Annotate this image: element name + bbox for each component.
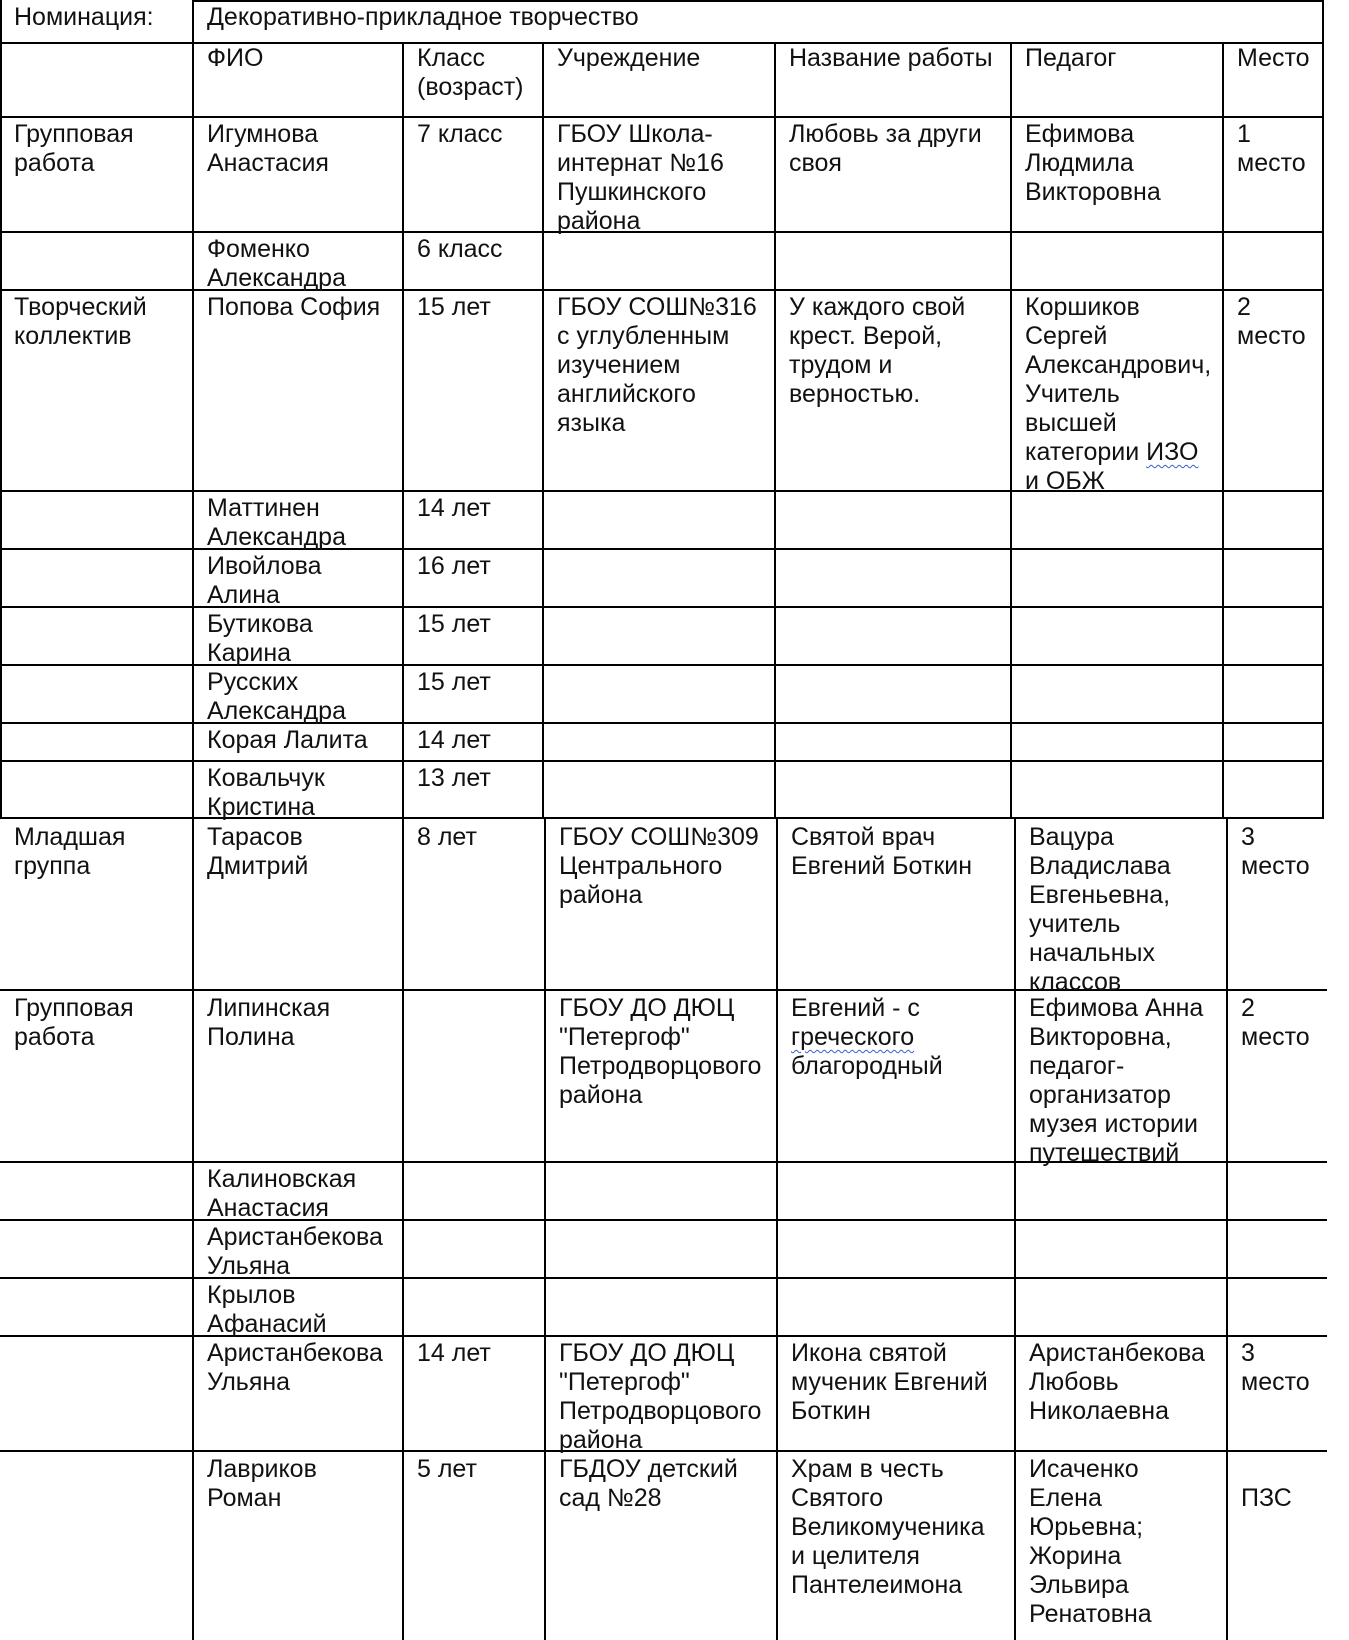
place-cell: 2 место [1237, 293, 1306, 350]
name-cell: Ковальчук Кристина [207, 764, 325, 821]
work-title-cell: Икона святой мученик Евгений Боткин [791, 1339, 988, 1425]
age-cell: 13 лет [417, 764, 491, 792]
name-cell: Маттинен Александра [207, 494, 346, 551]
teacher-cell: Ефимова Людмила Викторовна [1025, 120, 1161, 206]
age-cell: 16 лет [417, 552, 491, 580]
institution-cell: ГБОУ Школа- интернат №16 Пушкинского района [557, 120, 724, 235]
work-title-cell [791, 994, 943, 1081]
name-cell: Лавриков Роман [207, 1455, 317, 1512]
row-divider [0, 1219, 1327, 1221]
column-divider [1226, 819, 1228, 1640]
institution-cell: ГБОУ СОШ№316 с углубленным изучением английского языка [557, 293, 757, 437]
column-header-teacher: Педагог [1025, 44, 1117, 72]
column-header-work: Название работы [789, 44, 993, 72]
category-cell: Групповая работа [14, 120, 134, 177]
teacher-cell: Ефимова Анна Викторовна, педагог- организатор музея истории путешествий [1029, 994, 1204, 1167]
row-divider [0, 664, 1324, 666]
place-cell: 1 место [1237, 120, 1306, 177]
name-cell: Крылов Афанасий [207, 1281, 327, 1338]
column-header-institution: Учреждение [557, 44, 701, 72]
column-divider [192, 819, 194, 1640]
row-divider [0, 722, 1324, 724]
name-cell: Фоменко Александра [207, 235, 346, 292]
spellcheck-flagged-word: ИЗО [1146, 438, 1199, 466]
column-divider [1014, 819, 1016, 1640]
column-divider [544, 819, 546, 1640]
work-title-cell: У каждого свой крест. Верой, трудом и верностью. [789, 293, 966, 408]
age-cell: 7 класс [417, 120, 503, 148]
name-cell: Аристанбекова Ульяна [207, 1339, 383, 1396]
column-divider [1010, 42, 1012, 819]
column-divider [542, 42, 544, 819]
age-cell: 15 лет [417, 668, 491, 696]
name-cell: Аристанбекова Ульяна [207, 1223, 383, 1280]
row-divider [0, 116, 1324, 118]
spellcheck-flagged-word: греческого [791, 1023, 915, 1051]
work-text: благородный [791, 1052, 943, 1080]
age-cell: 8 лет [417, 823, 477, 851]
column-divider [402, 819, 404, 1640]
column-header-fio: ФИО [207, 44, 264, 72]
name-cell: Липинская Полина [207, 994, 331, 1051]
nomination-value: Декоративно-прикладное творчество [207, 3, 639, 31]
category-cell: Групповая работа [14, 994, 134, 1051]
teacher-cell: Исаченко Елена Юрьевна; Жорина Эльвира Ренатовна [1029, 1455, 1152, 1628]
column-divider [192, 0, 194, 819]
nomination-label: Номинация: [14, 3, 154, 31]
row-divider [0, 817, 1324, 819]
age-cell: 15 лет [417, 610, 491, 638]
table-border-left [0, 0, 2, 819]
teacher-text: и ОБЖ [1025, 467, 1105, 495]
name-cell: Корая Лалита [207, 726, 368, 754]
column-divider [776, 819, 778, 1640]
work-title-cell: Святой врач Евгений Боткин [791, 823, 973, 880]
teacher-cell: Вацура Владислава Евгеньевна, учитель начальных классов [1029, 823, 1171, 996]
table-border-right [1322, 0, 1324, 819]
name-cell: Калиновская Анастасия [207, 1165, 357, 1222]
age-cell: 15 лет [417, 293, 491, 321]
row-divider [0, 760, 1324, 762]
name-cell: Тарасов Дмитрий [207, 823, 309, 880]
name-cell: Бутикова Карина [207, 610, 313, 667]
row-divider [0, 606, 1324, 608]
teacher-text: Коршиков Сергей Александрович, Учитель высшей категории [1025, 293, 1212, 466]
place-cell: 3 место [1241, 1339, 1310, 1396]
name-cell: Ивойлова Алина [207, 552, 322, 609]
age-cell: 5 лет [417, 1455, 477, 1483]
institution-cell: ГБОУ ДО ДЮЦ "Петергоф" Петродворцового района [559, 994, 762, 1109]
place-cell: ПЗС [1241, 1484, 1292, 1512]
work-title-cell: Храм в честь Святого Великомученика и целителя Пантелеимона [791, 1455, 985, 1599]
category-cell: Творческий коллектив [14, 293, 147, 350]
age-cell: 6 класс [417, 235, 503, 263]
age-cell: 14 лет [417, 726, 491, 754]
name-cell: Русских Александра [207, 668, 346, 725]
column-header-place: Место [1237, 44, 1310, 72]
institution-cell: ГБОУ СОШ№309 Центрального района [559, 823, 759, 909]
row-divider [0, 1335, 1327, 1337]
row-divider [0, 1277, 1327, 1279]
institution-cell: ГБДОУ детский сад №28 [559, 1455, 738, 1512]
place-cell: 2 место [1241, 994, 1310, 1051]
column-divider [402, 42, 404, 819]
row-divider [0, 548, 1324, 550]
age-cell: 14 лет [417, 1339, 491, 1367]
work-text: Евгений - с [791, 994, 920, 1022]
column-header-class: Класс (возраст) [417, 44, 524, 101]
work-title-cell: Любовь за други своя [789, 120, 982, 177]
column-divider [774, 42, 776, 819]
name-cell: Игумнова Анастасия [207, 120, 329, 177]
institution-cell: ГБОУ ДО ДЮЦ "Петергоф" Петродворцового района [559, 1339, 762, 1454]
table-border-top [192, 0, 1324, 2]
category-cell: Младшая группа [14, 823, 126, 880]
age-cell: 14 лет [417, 494, 491, 522]
column-divider [1222, 42, 1224, 819]
name-cell: Попова София [207, 293, 381, 321]
row-divider [0, 289, 1324, 291]
teacher-cell [1025, 293, 1211, 496]
teacher-cell: Аристанбекова Любовь Николаевна [1029, 1339, 1205, 1425]
place-cell: 3 место [1241, 823, 1310, 880]
